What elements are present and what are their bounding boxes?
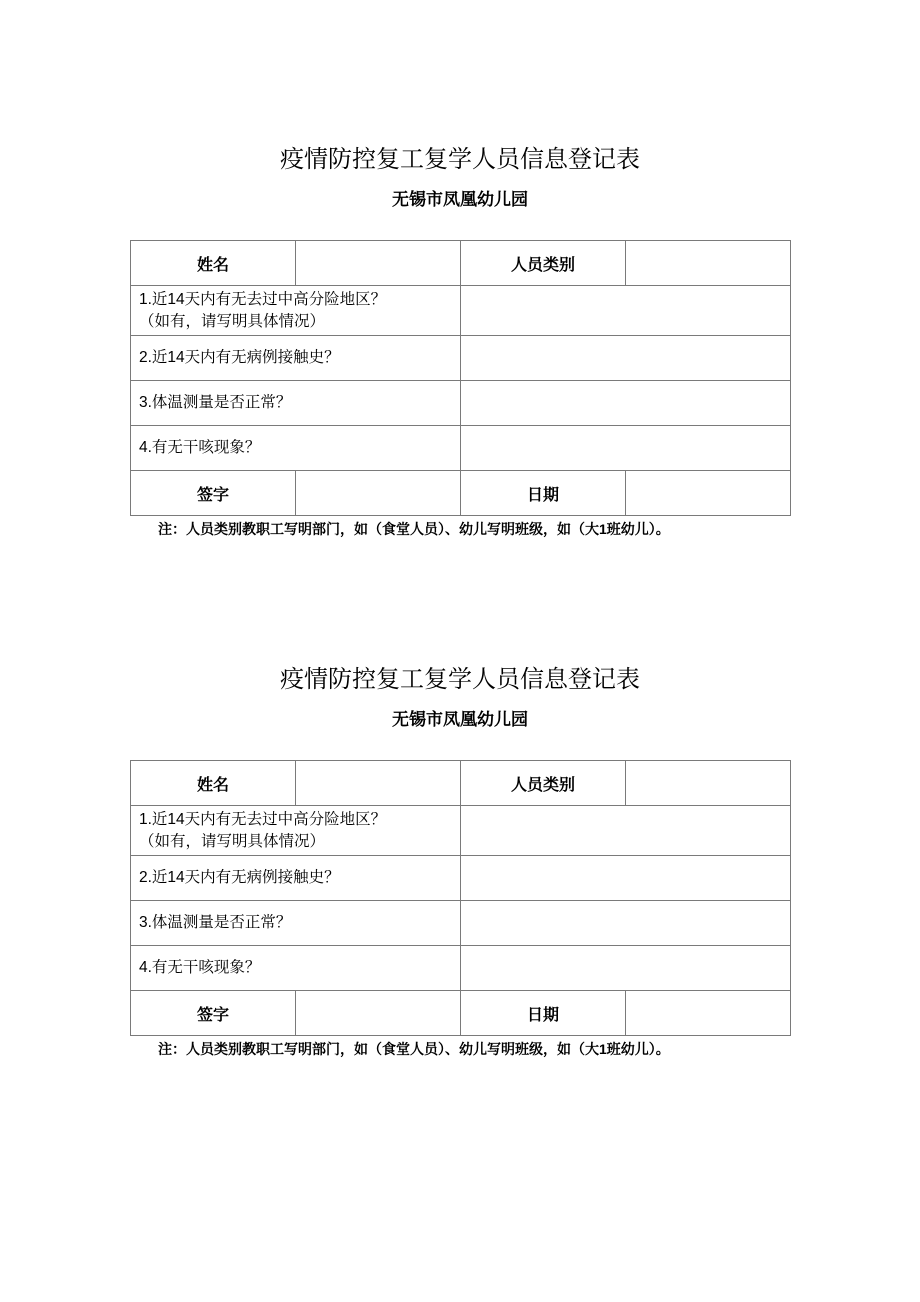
name-label: 姓名 [131, 241, 296, 286]
form-title: 疫情防控复工复学人员信息登记表 [280, 146, 640, 173]
date-field[interactable] [626, 471, 791, 516]
form-subtitle: 无锡市凤凰幼儿园 [392, 710, 528, 729]
form-note: 注：人员类别教职工写明部门，如（食堂人员）、幼儿写明班级，如（大1班幼儿）。 [158, 521, 670, 537]
signature-field[interactable] [296, 991, 461, 1036]
name-label: 姓名 [131, 761, 296, 806]
question-1-hint: （如有，请写明具体情况） [139, 312, 326, 330]
question-4: 4.有无干咳现象？ [131, 426, 461, 471]
question-4: 4.有无干咳现象？ [131, 946, 461, 991]
table-row [131, 901, 791, 946]
table-row [131, 991, 791, 1036]
table-row [131, 946, 791, 991]
table-row [131, 761, 791, 806]
question-1-text: 1.近14天内有无去过中高分险地区？ [139, 290, 387, 308]
date-label: 日期 [461, 991, 626, 1036]
answer-3-field[interactable] [461, 381, 791, 426]
info-table [130, 240, 791, 516]
category-label: 人员类别 [461, 761, 626, 806]
question-1 [131, 806, 461, 856]
question-2: 2.近14天内有无病例接触史？ [131, 856, 461, 901]
question-1-hint: （如有，请写明具体情况） [139, 832, 326, 850]
form-subtitle: 无锡市凤凰幼儿园 [392, 190, 528, 209]
table-row [131, 806, 791, 856]
date-field[interactable] [626, 991, 791, 1036]
table-row [131, 426, 791, 471]
name-field[interactable] [296, 761, 461, 806]
signature-field[interactable] [296, 471, 461, 516]
table-row [131, 381, 791, 426]
question-1-text: 1.近14天内有无去过中高分险地区？ [139, 810, 387, 828]
answer-2-field[interactable] [461, 856, 791, 901]
answer-4-field[interactable] [461, 946, 791, 991]
answer-2-field[interactable] [461, 336, 791, 381]
table-row [131, 286, 791, 336]
signature-label: 签字 [131, 991, 296, 1036]
question-3: 3.体温测量是否正常？ [131, 901, 461, 946]
answer-3-field[interactable] [461, 901, 791, 946]
table-row [131, 336, 791, 381]
name-field[interactable] [296, 241, 461, 286]
form-note: 注：人员类别教职工写明部门，如（食堂人员）、幼儿写明班级，如（大1班幼儿）。 [158, 1041, 670, 1057]
question-1 [131, 286, 461, 336]
category-field[interactable] [626, 761, 791, 806]
form-title: 疫情防控复工复学人员信息登记表 [280, 666, 640, 693]
table-row [131, 241, 791, 286]
question-3: 3.体温测量是否正常？ [131, 381, 461, 426]
answer-1-field[interactable] [461, 286, 791, 336]
category-label: 人员类别 [461, 241, 626, 286]
category-field[interactable] [626, 241, 791, 286]
date-label: 日期 [461, 471, 626, 516]
table-row [131, 471, 791, 516]
answer-1-field[interactable] [461, 806, 791, 856]
info-table [130, 760, 791, 1036]
signature-label: 签字 [131, 471, 296, 516]
answer-4-field[interactable] [461, 426, 791, 471]
question-2: 2.近14天内有无病例接触史？ [131, 336, 461, 381]
table-row [131, 856, 791, 901]
